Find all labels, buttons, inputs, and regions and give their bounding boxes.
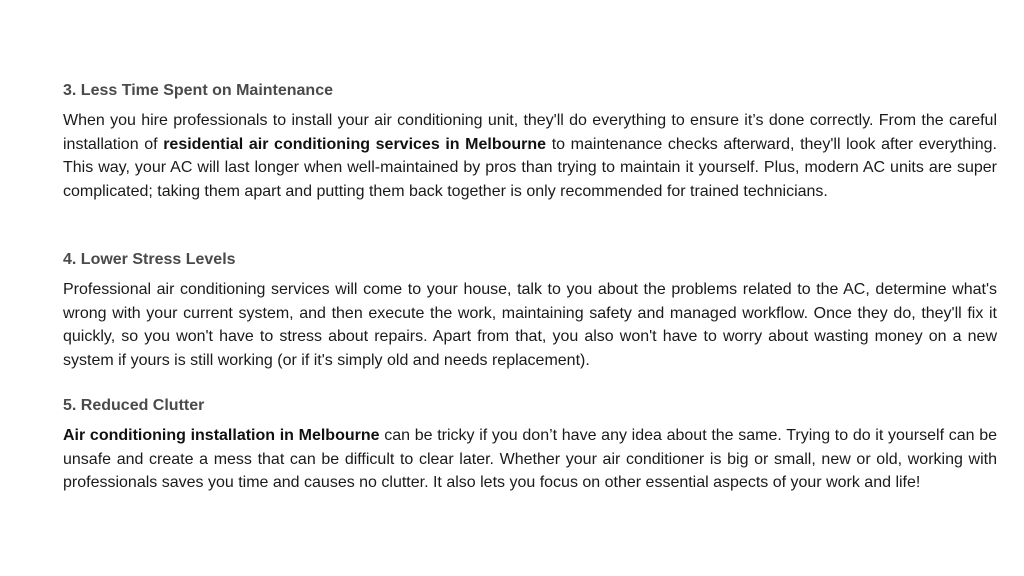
paragraph-text: can be tricky if you don’t have any idea about the same. Trying to do it yourself can be unsafe and create a mess that can be difficult to clear later. Whether your air conditioner is big or small, new or old, working with professionals saves you time and causes no clutter. It also lets you focus on other essential aspects of your work and life! — [63, 427, 998, 491]
paragraph-text: to maintenance checks afterward, they'll look after everything. This way, your AC will last longer when well-maintained by pros than trying to maintain it yourself. Plus, modern AC units are super complicated; taking them apart and putting them back together is only recommended for trained technicians. — [63, 135, 998, 200]
section-stress — [63, 249, 997, 372]
keyword-link[interactable]: residential air conditioning services in Melbourne — [163, 135, 547, 153]
section-heading: 4. Lower Stress Levels — [63, 251, 236, 268]
section-heading: 3. Less Time Spent on Maintenance — [63, 82, 333, 99]
paragraph-text: When you hire professionals to install your air conditioning unit, they'll do everything to ensure it’s done correctly. From the careful installation of — [63, 112, 997, 153]
section-heading: 5. Reduced Clutter — [63, 397, 205, 414]
paragraph-text: Professional air conditioning services will come to your house, talk to you about the problems related to the AC, determine what's wrong with your current system, and then execute the work, maintaining safety and managed workflow. Once they do, they'll fix it quickly, so you won't have to stress about repairs. Apart from that, you also won't have to worry about wasting money on a new system if yours is still working (or if it's simply old and needs replacement). — [63, 281, 997, 369]
section-paragraph — [63, 109, 997, 203]
keyword-link[interactable]: Air conditioning installation in Melbourne — [63, 427, 380, 444]
section-paragraph — [63, 278, 997, 372]
section-clutter — [63, 395, 997, 495]
section-paragraph — [63, 424, 997, 495]
section-maintenance — [63, 80, 997, 203]
